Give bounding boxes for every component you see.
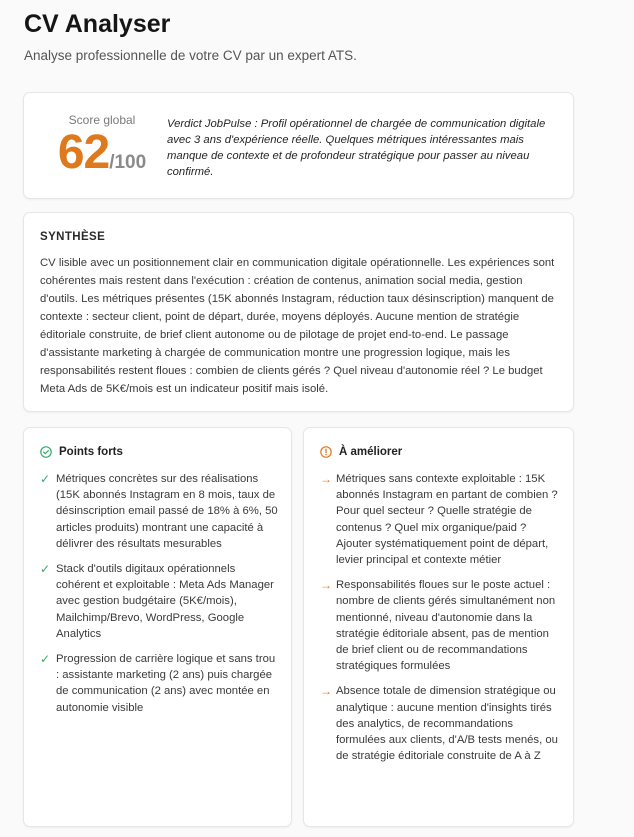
score-label: Score global bbox=[68, 113, 136, 127]
score-line bbox=[40, 127, 164, 190]
check-icon: ✓ bbox=[40, 472, 51, 486]
score-box bbox=[40, 113, 164, 190]
improvement-text: Métriques sans contexte exploitable : 15K abonnés Instagram en partant de combien ? Pour quel secteur ? Quelle stratégie de contenus ? Quel mix organique/paid ? Ajouter systématiquement point de départ, levier principal et contexte métier bbox=[336, 473, 558, 567]
arrow-right-icon: → bbox=[320, 578, 332, 593]
list-item bbox=[320, 683, 560, 764]
list-item bbox=[320, 577, 560, 674]
page-subtitle: Analyse professionnelle de votre CV par un expert ATS. bbox=[24, 48, 357, 63]
list-item bbox=[320, 471, 560, 568]
list-item bbox=[40, 471, 280, 552]
check-circle-icon bbox=[40, 446, 52, 458]
alert-circle-icon bbox=[320, 446, 332, 458]
strengths-title: Points forts bbox=[59, 446, 123, 458]
check-icon: ✓ bbox=[40, 562, 51, 577]
strengths-header bbox=[40, 446, 123, 458]
strength-text: Stack d'outils digitaux opérationnels cohérent et exploitable : Meta Ads Manager avec gestion budgétaire (5K€/mois), Mailchimp/Brevo, WordPress, Google Analytics bbox=[56, 563, 274, 640]
list-item bbox=[40, 561, 280, 642]
list-item bbox=[40, 651, 280, 716]
synthesis-title: SYNTHÈSE bbox=[40, 231, 106, 243]
synthesis-text: CV lisible avec un positionnement clair en communication digitale opérationnelle. Les expériences sont cohérentes mais restent dans l'exécution : création de contenus, animation social media, gestion d'outils. Les métriques présentes (15K abonnés Instagram, réduction taux désinscription) manquent de contexte : secteur client, point de départ, durée, moyens déployés. Aucune mention de stratégie éditoriale construite, de brief client autonome ou de pilotage de projet end-to-end. Le passage d'assistante marketing à chargée de communication montre une progression logique, mais les responsabilités restent floues : combien de clients gérés ? Quel niveau d'autonomie réel ? Le budget Meta Ads de 5K€/mois est un indicateur positif mais isolé. bbox=[40, 257, 555, 395]
improvements-list bbox=[320, 471, 560, 773]
strengths-list bbox=[40, 471, 280, 725]
strength-text: Progression de carrière logique et sans trou : assistante marketing (2 ans) puis chargée de communication (2 ans) avec montée en autonomie visible bbox=[56, 653, 276, 714]
check-icon: ✓ bbox=[40, 652, 51, 667]
synthesis-card bbox=[23, 212, 574, 412]
score-card bbox=[23, 92, 574, 199]
page-title: CV Analyser bbox=[24, 10, 171, 38]
arrow-right-icon: → bbox=[320, 472, 332, 486]
strength-text: Métriques concrètes sur des réalisations (15K abonnés Instagram en 8 mois, taux de désinscription email passé de 18% à 6%, 50 articles produits) montrant une capacité à délivrer des résultats mesurables bbox=[56, 473, 278, 550]
verdict-text: Verdict JobPulse : Profil opérationnel de chargée de communication digitale avec 3 ans d'expérience réelle. Quelques métriques intéressantes mais manque de contexte et de profondeur stratégique pour passer au niveau confirmé. bbox=[167, 118, 546, 178]
improvements-title: À améliorer bbox=[339, 446, 403, 458]
score-max: /100 bbox=[109, 152, 147, 173]
improvement-text: Responsabilités floues sur le poste actuel : nombre de clients gérés simultanément non mentionné, niveau d'autonomie dans la stratégie éditoriale absent, pas de mention de brief client ou de recommandations stratégiques formulées bbox=[336, 579, 556, 673]
improvements-card bbox=[303, 427, 574, 827]
improvements-header bbox=[320, 446, 402, 458]
strengths-card bbox=[23, 427, 292, 827]
improvement-text: Absence totale de dimension stratégique ou analytique : aucune mention d'insights tirés des analytics, de recommandations formulées aux clients, d'A/B tests menés, ou de stratégie éditoriale construite de A à Z bbox=[336, 685, 558, 763]
arrow-right-icon: → bbox=[320, 684, 332, 699]
score-value: 62 bbox=[57, 126, 110, 179]
